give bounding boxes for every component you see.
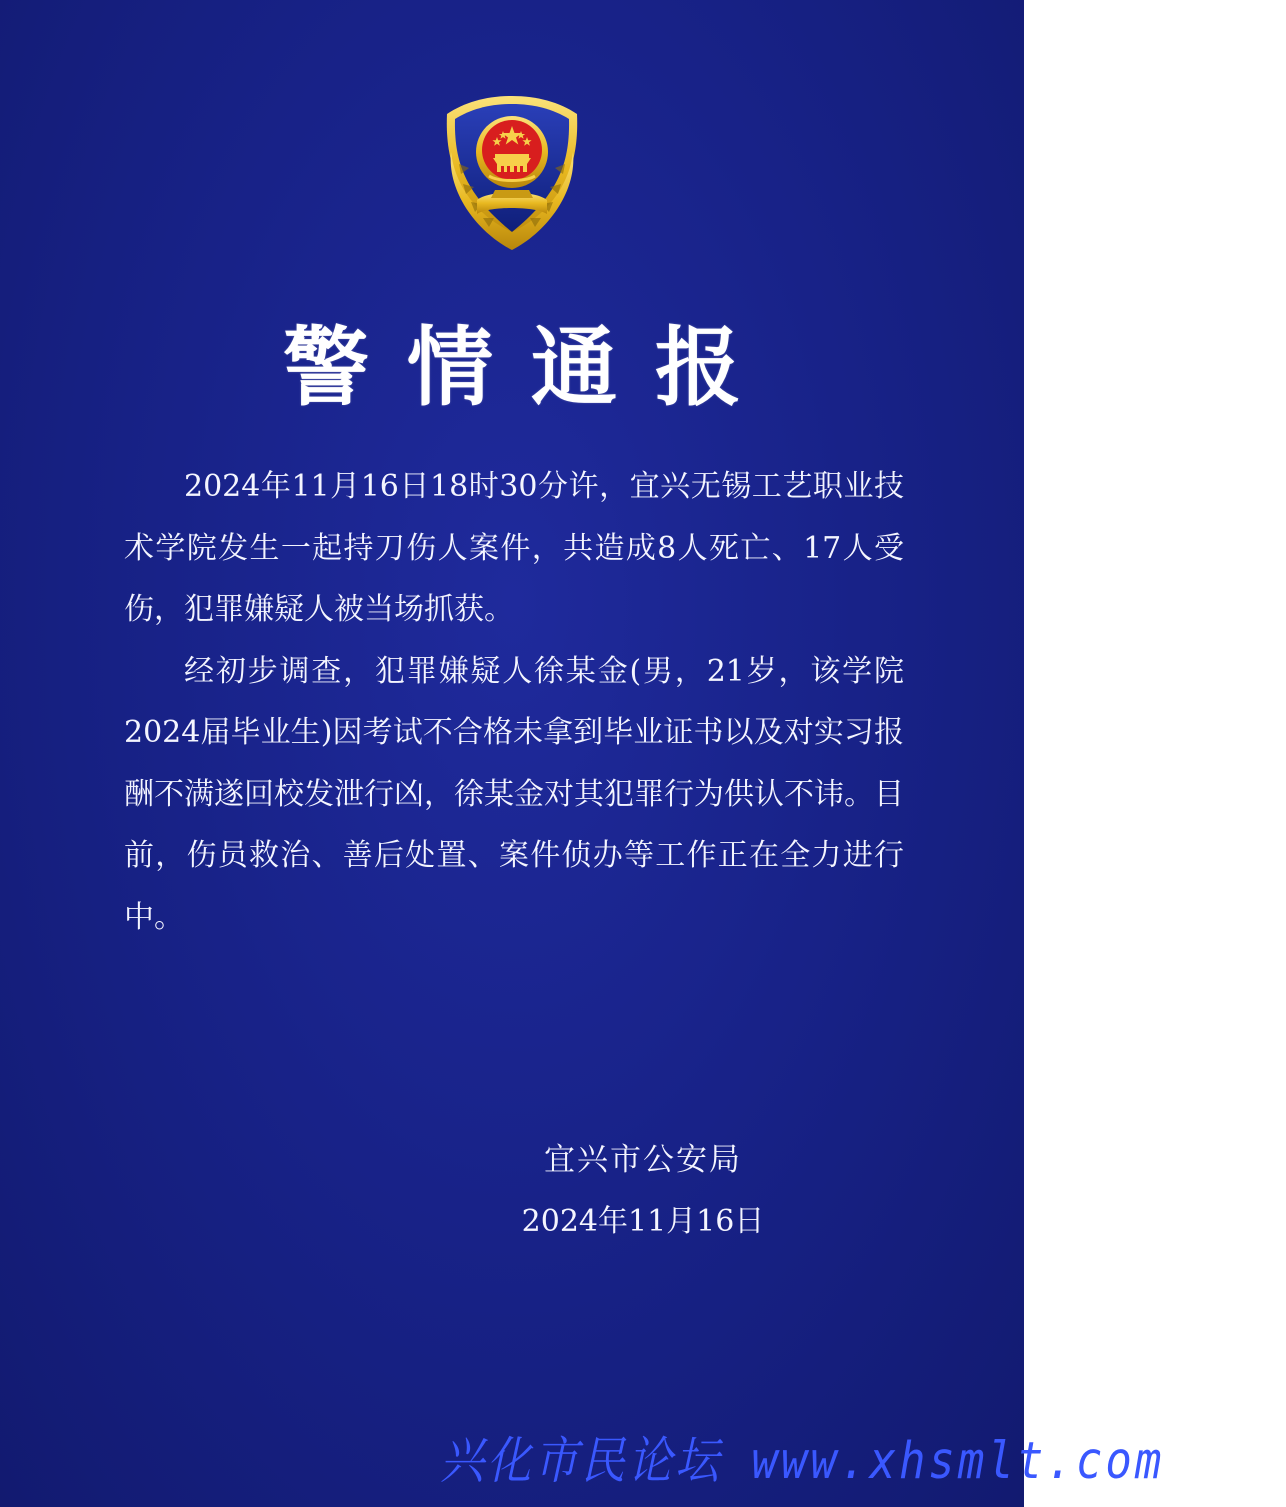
forum-watermark: 兴化市民论坛 www.xhsmlt.com <box>440 1432 1165 1491</box>
signature-date: 2024年11月16日 <box>521 1204 765 1239</box>
notice-title: 警情通报 <box>283 318 779 418</box>
notice-body <box>124 456 904 948</box>
signature-organization: 宜兴市公安局 <box>544 1142 742 1178</box>
paragraph-investigation: 经初步调查，犯罪嫌疑人徐某金(男，21岁，该学院2024届毕业生)因考试不合格未拿到毕业证书以及对实习报酬不满遂回校发泄行凶，徐某金对其犯罪行为供认不讳。目前，伤员救治、善后处置、案件侦办等工作正在全力进行中。 <box>124 653 904 935</box>
paragraph-incident: 2024年11月16日18时30分许，宜兴无锡工艺职业技术学院发生一起持刀伤人案件，共造成8人死亡、17人受伤，犯罪嫌疑人被当场抓获。 <box>124 469 904 627</box>
police-emblem-icon <box>437 92 587 254</box>
